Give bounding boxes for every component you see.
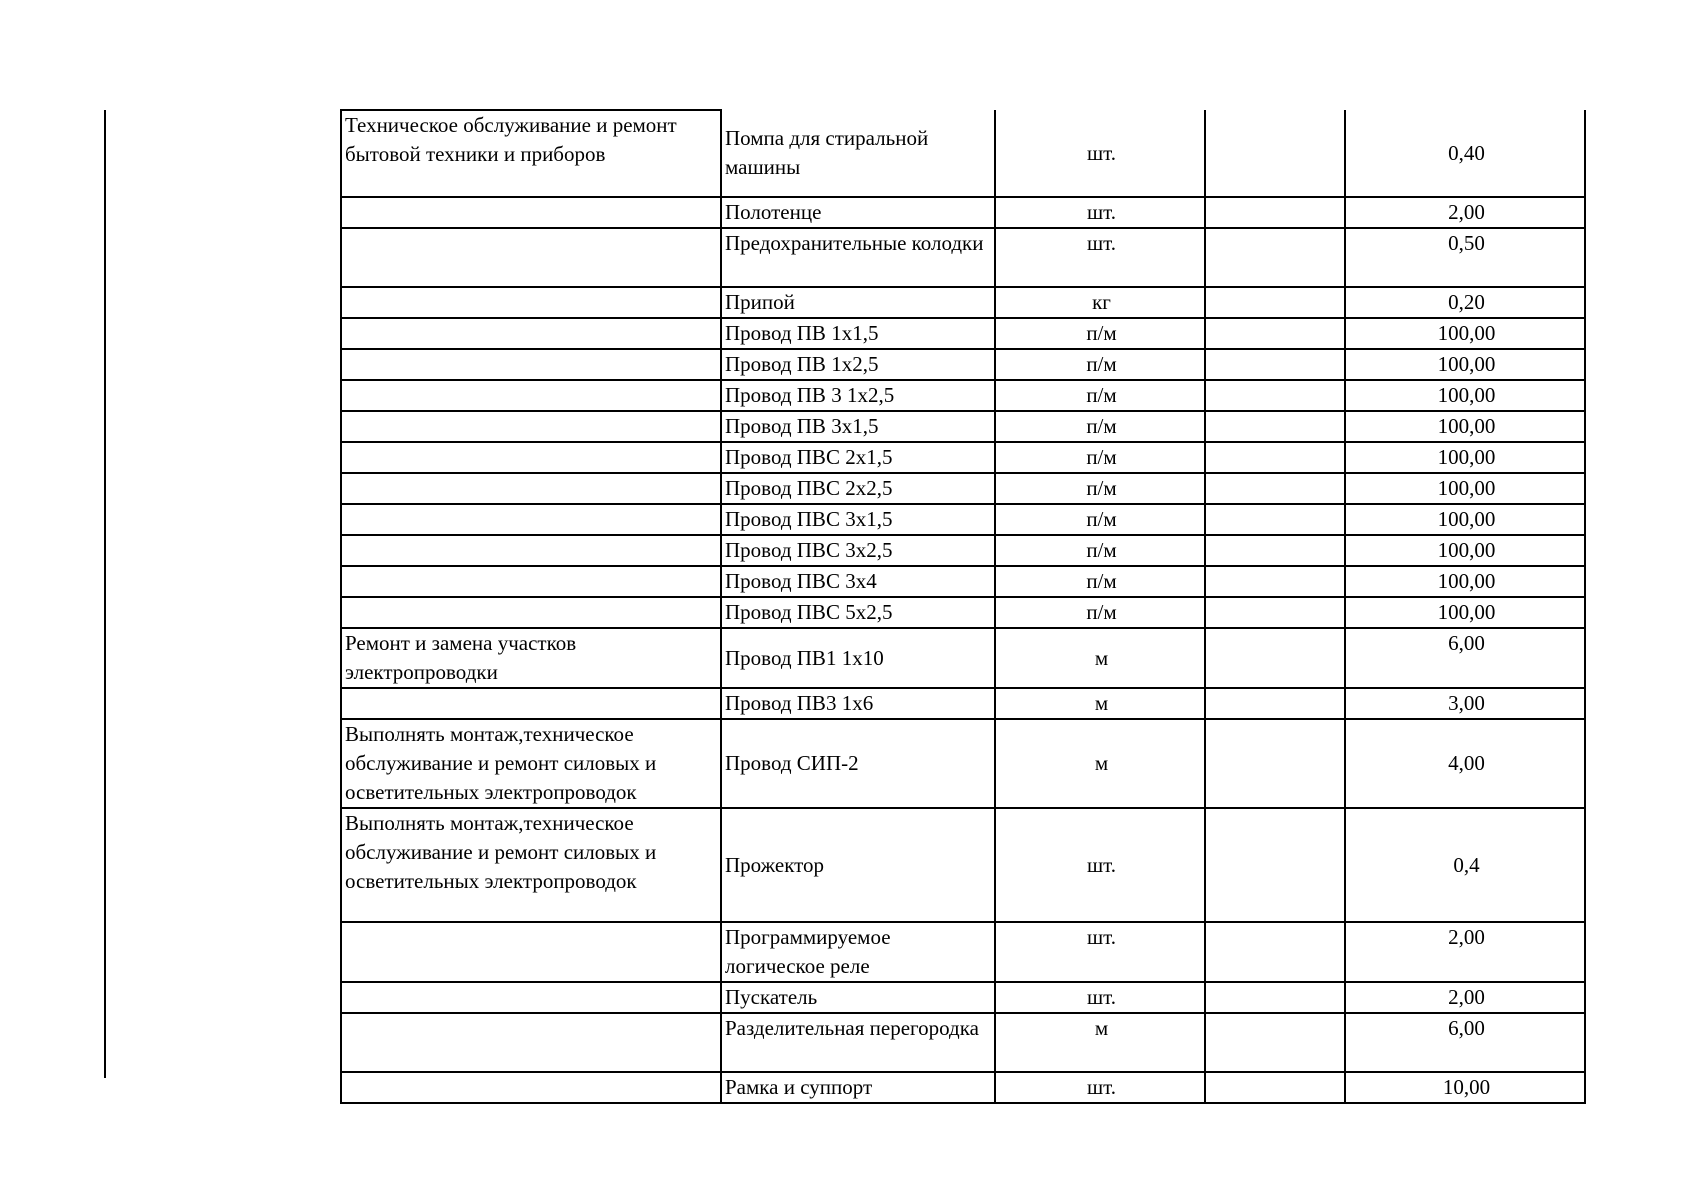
quantity-cell: 0,20: [1345, 287, 1585, 318]
quantity-cell: 100,00: [1345, 349, 1585, 380]
unit-cell: кг: [995, 287, 1205, 318]
material-name-cell: Разделительная перегородка: [721, 1013, 995, 1072]
table-row: [341, 197, 1585, 228]
table-row: [341, 287, 1585, 318]
quantity-cell: 2,00: [1345, 922, 1585, 982]
table-row: [341, 1013, 1585, 1072]
work-type-cell: [341, 535, 721, 566]
work-type-cell: [341, 287, 721, 318]
work-type-cell: [341, 566, 721, 597]
work-type-cell: [341, 597, 721, 628]
material-name-cell: Провод ПВ1 1х10: [721, 628, 995, 688]
blank-cell: [1205, 349, 1345, 380]
quantity-cell: 100,00: [1345, 380, 1585, 411]
material-name-cell: Полотенце: [721, 197, 995, 228]
unit-cell: шт.: [995, 197, 1205, 228]
quantity-cell: 4,00: [1345, 719, 1585, 808]
material-name-cell: Программируемое логическое реле: [721, 922, 995, 982]
table-row: [341, 982, 1585, 1013]
work-type-cell: Техническое обслуживание и ремонт бытовой техники и приборов: [341, 110, 721, 197]
blank-cell: [1205, 1013, 1345, 1072]
table-row: [341, 566, 1585, 597]
blank-cell: [1205, 473, 1345, 504]
blank-cell: [1205, 318, 1345, 349]
material-name-cell: Провод ПВ 3 1х2,5: [721, 380, 995, 411]
work-type-cell: [341, 318, 721, 349]
quantity-cell: 0,4: [1345, 808, 1585, 922]
blank-cell: [1205, 535, 1345, 566]
work-type-cell: Выполнять монтаж,техническое обслуживание и ремонт силовых и осветительных электропроводок: [341, 719, 721, 808]
blank-cell: [1205, 566, 1345, 597]
unit-cell: м: [995, 628, 1205, 688]
quantity-cell: 100,00: [1345, 566, 1585, 597]
quantity-cell: 100,00: [1345, 318, 1585, 349]
material-name-cell: Провод ПВС 3х1,5: [721, 504, 995, 535]
work-type-cell: Ремонт и замена участков электропроводки: [341, 628, 721, 688]
blank-cell: [1205, 808, 1345, 922]
quantity-cell: 6,00: [1345, 1013, 1585, 1072]
work-type-cell: [341, 1072, 721, 1103]
material-name-cell: Провод ПВС 3х2,5: [721, 535, 995, 566]
material-name-cell: Провод ПВ 3х1,5: [721, 411, 995, 442]
table-row: [341, 110, 1585, 197]
material-name-cell: Провод СИП-2: [721, 719, 995, 808]
work-type-cell: [341, 442, 721, 473]
work-type-cell: [341, 349, 721, 380]
table-row: [341, 380, 1585, 411]
work-type-cell: [341, 473, 721, 504]
blank-cell: [1205, 380, 1345, 411]
material-name-cell: Провод ПВС 2х2,5: [721, 473, 995, 504]
blank-cell: [1205, 197, 1345, 228]
unit-cell: п/м: [995, 504, 1205, 535]
quantity-cell: 6,00: [1345, 628, 1585, 688]
quantity-cell: 10,00: [1345, 1072, 1585, 1103]
work-type-cell: [341, 504, 721, 535]
quantity-cell: 100,00: [1345, 504, 1585, 535]
table-row: [341, 535, 1585, 566]
blank-cell: [1205, 110, 1345, 197]
unit-cell: п/м: [995, 380, 1205, 411]
table-row: [341, 318, 1585, 349]
material-name-cell: Пускатель: [721, 982, 995, 1013]
blank-cell: [1205, 597, 1345, 628]
blank-cell: [1205, 442, 1345, 473]
quantity-cell: 100,00: [1345, 442, 1585, 473]
material-name-cell: Провод ПВ3 1х6: [721, 688, 995, 719]
table-row: [341, 628, 1585, 688]
unit-cell: п/м: [995, 349, 1205, 380]
material-name-cell: Предохранительные колодки: [721, 228, 995, 287]
work-type-cell: [341, 411, 721, 442]
quantity-cell: 2,00: [1345, 982, 1585, 1013]
quantity-cell: 100,00: [1345, 473, 1585, 504]
unit-cell: п/м: [995, 535, 1205, 566]
unit-cell: п/м: [995, 411, 1205, 442]
unit-cell: шт.: [995, 228, 1205, 287]
blank-cell: [1205, 688, 1345, 719]
unit-cell: п/м: [995, 566, 1205, 597]
table-row: [341, 808, 1585, 922]
unit-cell: м: [995, 688, 1205, 719]
table-row: [341, 504, 1585, 535]
blank-cell: [1205, 411, 1345, 442]
material-name-cell: Провод ПВС 2х1,5: [721, 442, 995, 473]
quantity-cell: 2,00: [1345, 197, 1585, 228]
quantity-cell: 100,00: [1345, 411, 1585, 442]
material-name-cell: Рамка и суппорт: [721, 1072, 995, 1103]
unit-cell: шт.: [995, 922, 1205, 982]
material-name-cell: Помпа для стиральной машины: [721, 110, 995, 197]
quantity-cell: 100,00: [1345, 535, 1585, 566]
table-row: [341, 719, 1585, 808]
work-type-cell: [341, 982, 721, 1013]
table-row: [341, 411, 1585, 442]
table-row: [341, 922, 1585, 982]
work-type-cell: Выполнять монтаж,техническое обслуживание и ремонт силовых и осветительных электропроводок: [341, 808, 721, 922]
unit-cell: м: [995, 719, 1205, 808]
work-type-cell: [341, 688, 721, 719]
table-row: [341, 597, 1585, 628]
work-type-cell: [341, 228, 721, 287]
blank-cell: [1205, 628, 1345, 688]
quantity-cell: 0,50: [1345, 228, 1585, 287]
work-type-cell: [341, 197, 721, 228]
unit-cell: п/м: [995, 442, 1205, 473]
table-row: [341, 442, 1585, 473]
unit-cell: м: [995, 1013, 1205, 1072]
material-name-cell: Провод ПВ 1х1,5: [721, 318, 995, 349]
blank-cell: [1205, 228, 1345, 287]
table-row: [341, 349, 1585, 380]
blank-cell: [1205, 982, 1345, 1013]
unit-cell: шт.: [995, 982, 1205, 1013]
unit-cell: шт.: [995, 808, 1205, 922]
work-type-cell: [341, 1013, 721, 1072]
unit-cell: шт.: [995, 110, 1205, 197]
quantity-cell: 3,00: [1345, 688, 1585, 719]
materials-table: [340, 109, 1586, 1104]
unit-cell: шт.: [995, 1072, 1205, 1103]
work-type-cell: [341, 380, 721, 411]
material-name-cell: Провод ПВС 5х2,5: [721, 597, 995, 628]
blank-cell: [1205, 504, 1345, 535]
material-name-cell: Провод ПВС 3х4: [721, 566, 995, 597]
material-name-cell: Прожектор: [721, 808, 995, 922]
unit-cell: п/м: [995, 597, 1205, 628]
table-row: [341, 228, 1585, 287]
table-row: [341, 688, 1585, 719]
material-name-cell: Провод ПВ 1х2,5: [721, 349, 995, 380]
table-row: [341, 473, 1585, 504]
blank-cell: [1205, 1072, 1345, 1103]
quantity-cell: 100,00: [1345, 597, 1585, 628]
page-margin-rule: [104, 110, 106, 1078]
blank-cell: [1205, 287, 1345, 318]
table-row: [341, 1072, 1585, 1103]
material-name-cell: Припой: [721, 287, 995, 318]
work-type-cell: [341, 922, 721, 982]
blank-cell: [1205, 922, 1345, 982]
blank-cell: [1205, 719, 1345, 808]
unit-cell: п/м: [995, 318, 1205, 349]
unit-cell: п/м: [995, 473, 1205, 504]
quantity-cell: 0,40: [1345, 110, 1585, 197]
